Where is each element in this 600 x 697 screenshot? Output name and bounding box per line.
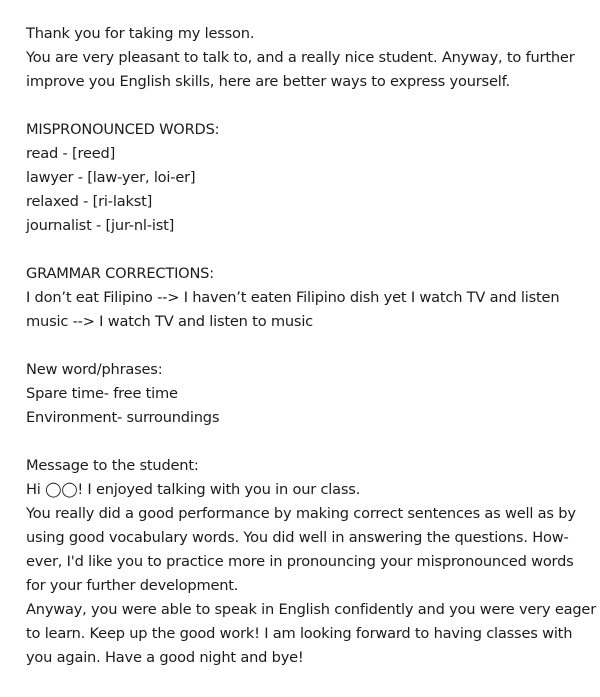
mispronounced-item: relaxed - [ri-lakst] (26, 193, 153, 210)
message-line: using good vocabulary words. You did well in answering the questions. How- (26, 529, 569, 546)
intro-line-1: You are very pleasant to talk to, and a really nice student. Anyway, to further (26, 49, 575, 66)
grammar-heading: GRAMMAR CORRECTIONS: (26, 265, 214, 282)
new-word-item: Environment- surroundings (26, 409, 220, 426)
spacer (26, 238, 586, 262)
message-line: Anyway, you were able to speak in English confidently and you were very eager (26, 601, 597, 618)
message-line: for your further development. (26, 577, 239, 594)
mispronounced-heading: MISPRONOUNCED WORDS: (26, 121, 220, 138)
spacer (26, 430, 586, 454)
lesson-feedback-document (26, 22, 597, 670)
grammar-line-2: music --> I watch TV and listen to music (26, 313, 314, 330)
spacer (26, 94, 586, 118)
thanks-line: Thank you for taking my lesson. (26, 25, 255, 42)
new-words-heading: New word/phrases: (26, 361, 163, 378)
spacer (26, 334, 586, 358)
intro-line-2: improve you English skills, here are better ways to express yourself. (26, 73, 510, 90)
message-line: ever, I'd like you to practice more in pronouncing your mispronounced words (26, 553, 574, 570)
mispronounced-item: read - [reed] (26, 145, 116, 162)
message-line: You really did a good performance by making correct sentences as well as by (26, 505, 576, 522)
mispronounced-item: lawyer - [law-yer, loi-er] (26, 169, 196, 186)
mispronounced-item: journalist - [jur-nl-ist] (26, 217, 175, 234)
grammar-line-1: I don’t eat Filipino --> I haven’t eaten Filipino dish yet I watch TV and listen (26, 289, 560, 306)
message-greeting: Hi ◯◯! I enjoyed talking with you in our class. (26, 481, 361, 498)
message-heading: Message to the student: (26, 457, 199, 474)
new-word-item: Spare time- free time (26, 385, 178, 402)
message-line: you again. Have a good night and bye! (26, 649, 304, 666)
message-line: to learn. Keep up the good work! I am looking forward to having classes with (26, 625, 573, 642)
